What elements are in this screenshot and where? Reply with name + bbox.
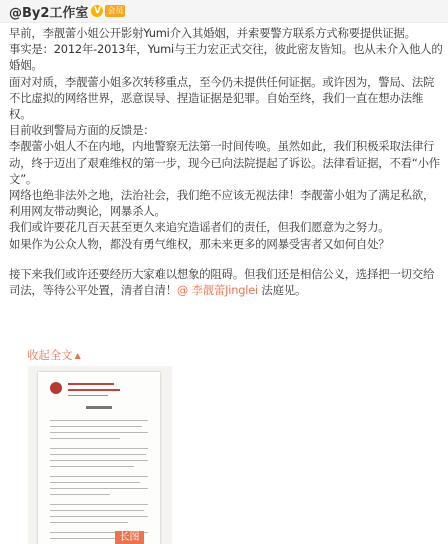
collapse-label[interactable]: 收起全文 [27,348,73,362]
document-text-line [50,482,140,483]
document-text-line [50,504,148,505]
law-firm-logo-icon [50,382,62,394]
long-image-tag: 长图 [115,531,144,544]
document-text-line [50,454,146,455]
mention-link[interactable] [177,283,258,297]
document-text-line [50,448,148,449]
post-header [0,0,448,23]
closing-text: 接下来我们或许还要经历大家难以想象的阻碍。但我们还是相信公义，选择把一切交给司法，等待公平处置，清者自清！ [9,266,435,298]
document-text-line [50,476,148,477]
verified-icon: V [91,5,103,17]
closing-paragraph [9,266,443,298]
paragraph-6: 网络也绝非法外之地，法治社会，我们绝不应该无视法律！李靓蕾小姐为了满足私欲，利用网友带动舆论，网暴杀人。 [9,188,435,219]
closing-end: 法庭见。 [257,283,307,298]
member-badge-icon: 会员 [107,6,124,15]
author-name[interactable] [9,3,125,19]
document-text-line [50,516,148,517]
document-page-image [38,372,160,544]
chevron-up-icon[interactable]: ▲ [74,351,81,360]
paragraph-8: 如果作为公众人物，都没有勇气维权，那未来更多的网暴受害者又如何自处？ [9,236,390,251]
letterhead-line [68,383,114,385]
document-text-line [50,426,142,427]
document-text-line [50,510,144,511]
document-text-line [50,494,110,495]
post-content [9,25,443,298]
author-name-text[interactable]: @By2工作室 [9,5,89,21]
document-text-line [50,460,148,461]
paragraph-4: 目前收到警局方面的反馈是： [9,123,155,138]
document-text-line [50,438,120,439]
paragraph-1: 早前，李靓蕾小姐公开影射Yumi介入其婚姻，并索要警方联系方式称要提供证据。 [9,26,416,40]
document-text-line [50,420,148,421]
document-text-line [50,466,134,467]
collapse-full-text-button[interactable] [27,347,81,363]
mention-name[interactable]: 李靓蕾Jinglei [191,283,258,298]
paragraph-7: 我们或许要花几百天甚至更久来追究造谣者们的责任，但我们愿意为之努力。 [9,220,390,235]
document-title-block [86,406,112,409]
paragraph-5: 李靓蕾小姐人不在内地，内地警察无法第一时间传唤。虽然如此，我们积极采取法律行动，终于迈出了艰难维权的第一步，现今已向法院提起了诉讼。法律看证据，不看“小作文”。 [9,139,440,186]
letterhead-line [68,395,108,396]
attached-image-thumbnail[interactable] [28,366,172,544]
paragraph-2: 事实是：2012年-2013年，Yumi与王力宏正式交往，彼此密友皆知。也从未介入他人的婚姻。 [9,42,443,73]
document-text-line [50,488,148,489]
document-text-line [50,432,148,433]
mention-at[interactable]: @ [176,283,189,298]
document-text-line [50,522,128,523]
paragraph-3: 面对对质，李靓蕾小姐多次转移重点，至今仍未提供任何证据。或许因为，警局、法院不比虚拟的网络世界，恶意误导、捏造证据是犯罪。自始至终，我们一直在想办法维权。 [9,74,435,122]
letterhead-line [68,389,120,391]
